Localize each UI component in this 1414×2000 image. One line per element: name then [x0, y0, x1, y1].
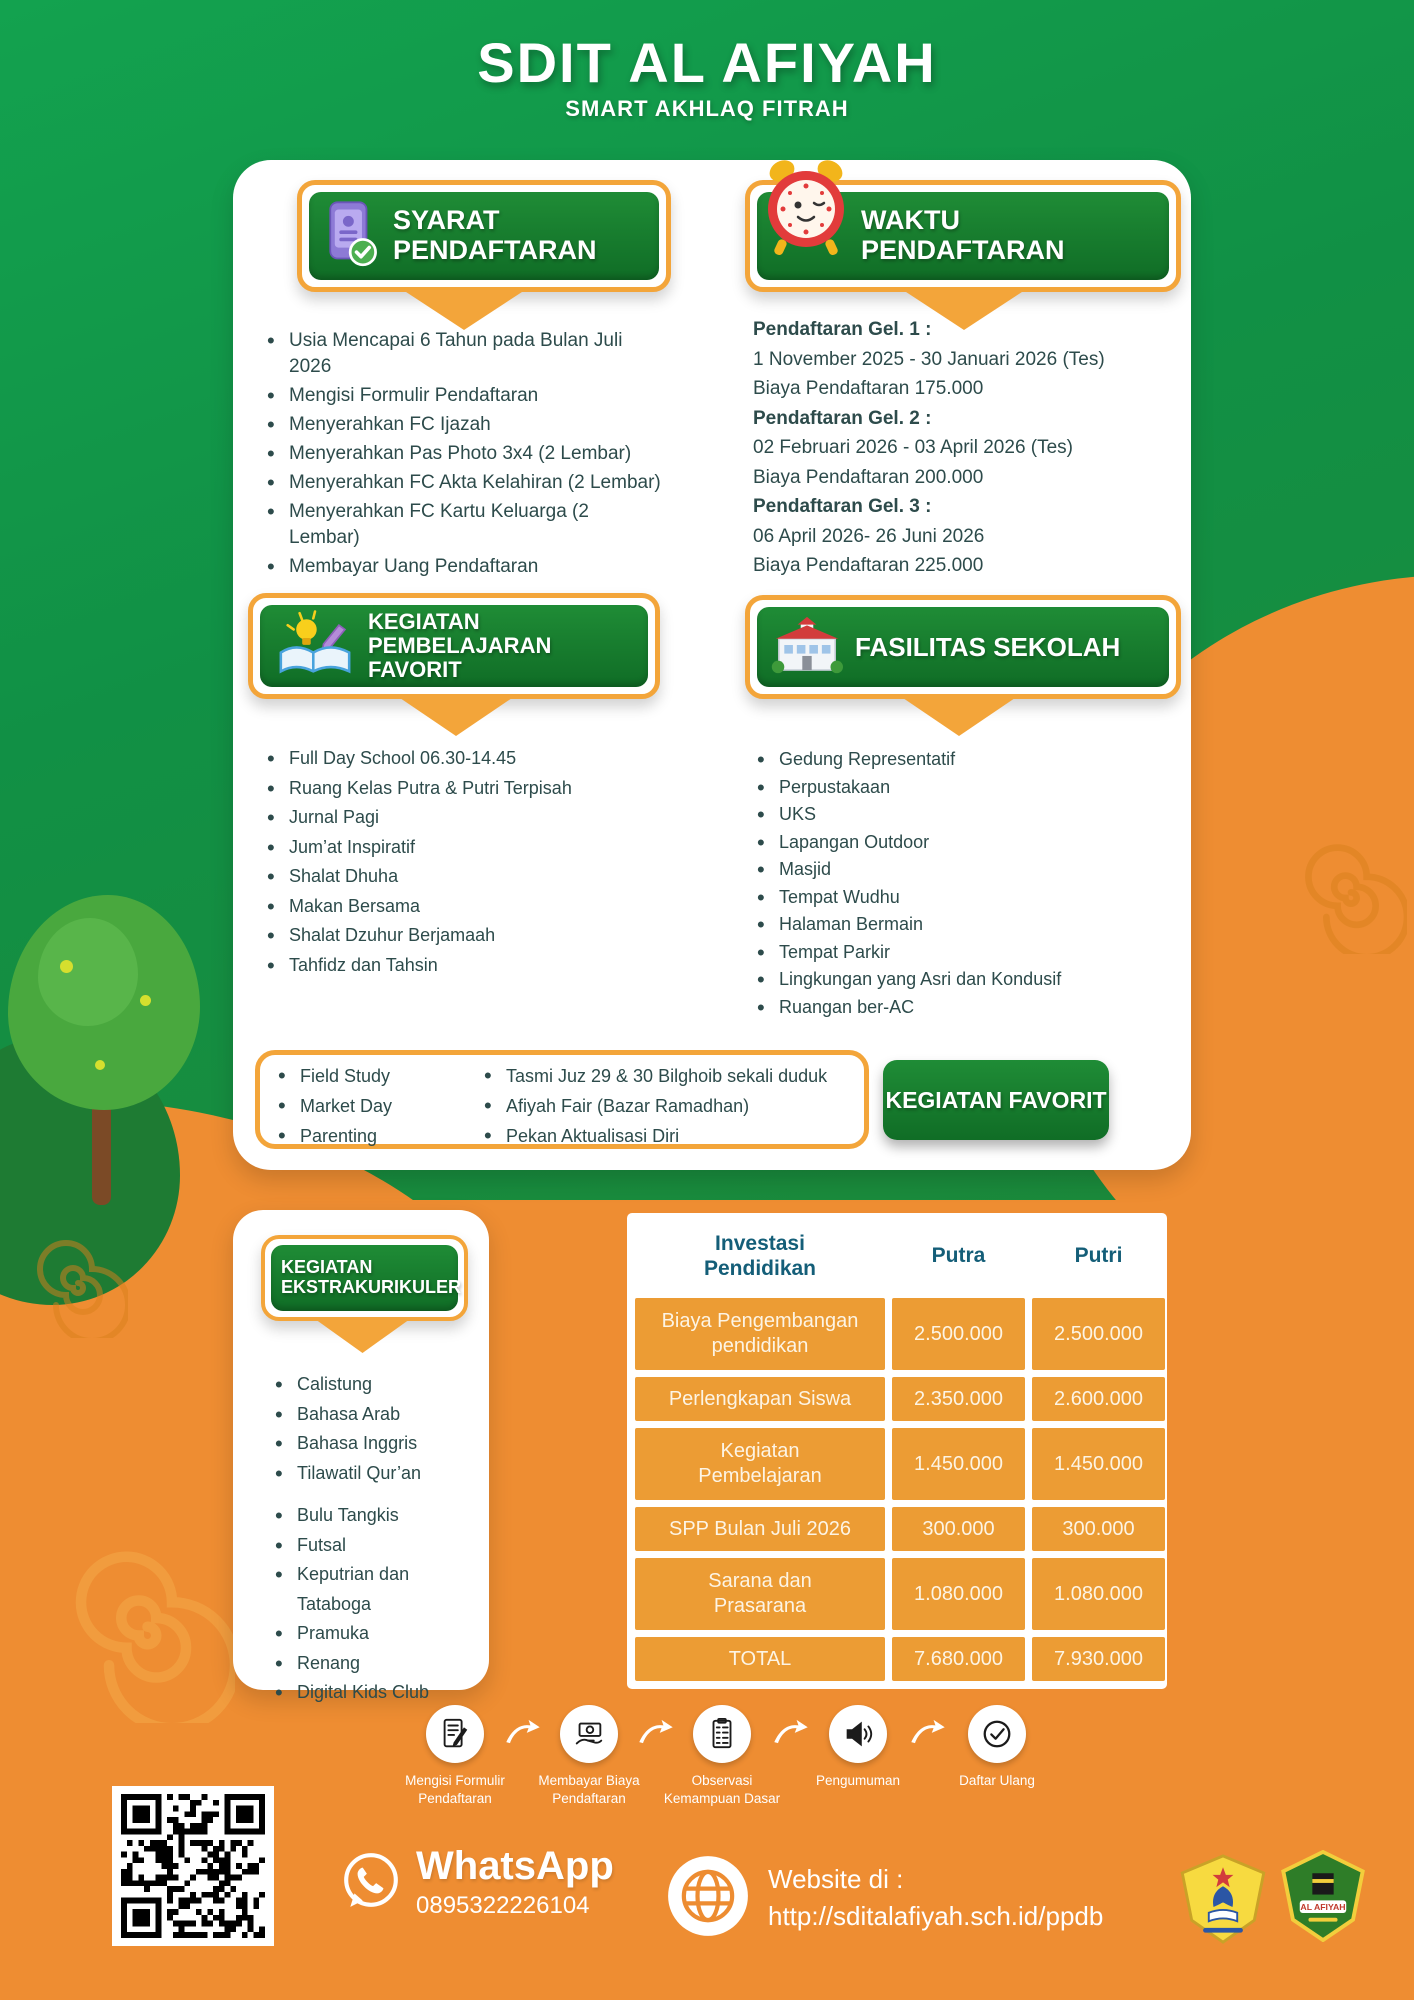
syarat-list	[265, 328, 663, 583]
favorit-item: • Pekan Aktualisasi Diri	[482, 1121, 862, 1151]
ekstrakurikuler-title-line1: KEGIATAN	[281, 1257, 373, 1278]
page-title: SDIT AL AFIYAH	[477, 31, 937, 94]
flow-step	[524, 1705, 654, 1808]
pembelajaran-item: • Ruang Kelas Putra & Putri Terpisah	[265, 774, 685, 804]
fasilitas-item: • Perpustakaan	[755, 774, 1175, 802]
table-row	[635, 1377, 1159, 1421]
syarat-item: • Menyerahkan FC Kartu Keluarga (2 Lembar)	[265, 499, 663, 551]
gelombang-fee: Biaya Pendaftaran 225.000	[753, 555, 984, 576]
pembelajaran-item: • Makan Bersama	[265, 892, 685, 922]
waktu-title-line1: WAKTU	[861, 205, 960, 236]
fasilitas-item: • Gedung Representatif	[755, 746, 1175, 774]
syarat-item: • Membayar Uang Pendaftaran	[265, 554, 663, 580]
check-circle-icon	[968, 1705, 1026, 1763]
table-header-row	[635, 1221, 1159, 1291]
ekstrakurikuler-item: • Keputrian dan Tataboga	[273, 1560, 483, 1619]
fasilitas-list	[755, 746, 1175, 1021]
money-hand-icon	[560, 1705, 618, 1763]
main-card	[233, 160, 1191, 1170]
spiral-doodle	[1295, 842, 1407, 954]
waktu-header-badge	[745, 180, 1181, 292]
syarat-item: • Menyerahkan FC Ijazah	[265, 412, 663, 438]
whatsapp-icon	[340, 1850, 402, 1917]
flow-step-label: Daftar Ulang	[959, 1773, 1035, 1788]
ekstrakurikuler-item: • Bahasa Inggris	[273, 1429, 483, 1459]
row-label: Perlengkapan Siswa	[635, 1377, 885, 1421]
ekstrakurikuler-item: • Bahasa Arab	[273, 1400, 483, 1430]
pembelajaran-list	[265, 744, 685, 980]
school-building-icon	[771, 614, 843, 681]
flow-step-label: Pengumuman	[815, 1773, 901, 1788]
pembelajaran-item: • Tahfidz dan Tahsin	[265, 951, 685, 981]
cell-putri: 1.080.000	[1032, 1558, 1165, 1630]
row-label: SPP Bulan Juli 2026	[635, 1507, 885, 1551]
fasilitas-item: • UKS	[755, 801, 1175, 829]
ekstrakurikuler-list	[273, 1370, 483, 1708]
row-label: TOTAL	[635, 1637, 885, 1681]
megaphone-icon	[829, 1705, 887, 1763]
pointer-triangle	[903, 698, 1015, 736]
book-lightbulb-icon	[274, 608, 356, 685]
pembelajaran-item: • Full Day School 06.30-14.45	[265, 744, 685, 774]
favorit-item: • Afiyah Fair (Bazar Ramadhan)	[482, 1091, 862, 1121]
flow-step-label: Mengisi Formulir Pendaftaran	[405, 1773, 505, 1807]
ekstrakurikuler-item: • Tilawatil Qur’an	[273, 1459, 483, 1489]
flow-step	[657, 1705, 787, 1808]
cell-putri: 1.450.000	[1032, 1428, 1165, 1500]
cell-putri: 2.600.000	[1032, 1377, 1165, 1421]
flow-step-label: Observasi Kemampuan Dasar	[663, 1773, 781, 1807]
ekstrakurikuler-card	[233, 1210, 489, 1702]
ekstrakurikuler-item: • Calistung	[273, 1370, 483, 1400]
gelombang-period: 06 April 2026- 26 Juni 2026	[753, 525, 985, 547]
alarm-clock-icon	[756, 155, 856, 264]
table-row	[635, 1298, 1159, 1370]
favorit-item: • Parenting	[276, 1121, 466, 1151]
ekstrakurikuler-item: • Bulu Tangkis	[273, 1501, 483, 1531]
fasilitas-item: • Tempat Wudhu	[755, 884, 1175, 912]
fasilitas-item: • Tempat Parkir	[755, 939, 1175, 967]
syarat-item: • Usia Mencapai 6 Tahun pada Bulan Juli 2026	[265, 328, 663, 380]
favorit-item: • Field Study	[276, 1061, 466, 1091]
cell-putri: 300.000	[1032, 1507, 1165, 1551]
gelombang-label: Pendaftaran Gel. 1 :	[753, 319, 932, 340]
cell-putra: 2.500.000	[892, 1298, 1025, 1370]
al-afiyah-logo	[1276, 1850, 1370, 1947]
checklist-icon	[693, 1705, 751, 1763]
row-label: Biaya Pengembangan pendidikan	[635, 1298, 885, 1370]
table-row-total	[635, 1637, 1159, 1681]
pembelajaran-item: • Shalat Dhuha	[265, 862, 685, 892]
pembelajaran-item: • Jum’at Inspiratif	[265, 833, 685, 863]
fasilitas-title: FASILITAS SEKOLAH	[855, 631, 1121, 662]
pembelajaran-title-line2: PEMBELAJARAN FAVORIT	[368, 632, 552, 683]
ekstrakurikuler-item: • Renang	[273, 1649, 483, 1679]
favorit-col2	[482, 1061, 862, 1151]
ekstrakurikuler-item: • Futsal	[273, 1531, 483, 1561]
gelombang-label: Pendaftaran Gel. 2 :	[753, 407, 932, 429]
globe-icon	[666, 1854, 750, 1943]
ekstrakurikuler-title-line2: EKSTRAKURIKULER	[281, 1277, 461, 1297]
whatsapp-label: WhatsApp	[416, 1844, 614, 1888]
pembelajaran-item: • Jurnal Pagi	[265, 803, 685, 833]
form-pencil-icon	[426, 1705, 484, 1763]
gelombang-label: Pendaftaran Gel. 3 :	[753, 496, 932, 517]
column-header: Putri	[1074, 1244, 1123, 1268]
pointer-triangle	[400, 698, 512, 736]
fasilitas-item: • Lingkungan yang Asri dan Kondusif	[755, 966, 1175, 994]
syarat-item: • Menyerahkan FC Akta Kelahiran (2 Lembar)	[265, 470, 663, 496]
column-header: Putra	[931, 1244, 986, 1268]
fasilitas-header-badge	[745, 595, 1181, 699]
table-row	[635, 1507, 1159, 1551]
cell-putra: 7.680.000	[892, 1637, 1025, 1681]
gelombang-period: 1 November 2025 - 30 Januari 2026 (Tes)	[753, 348, 1105, 370]
cell-putra: 300.000	[892, 1507, 1025, 1551]
cell-putra: 1.450.000	[892, 1428, 1025, 1500]
row-label: Kegiatan Pembelajaran	[635, 1428, 885, 1500]
gelombang-fee: Biaya Pendaftaran 200.000	[753, 466, 984, 488]
flow-step-label: Membayar Biaya Pendaftaran	[538, 1773, 640, 1807]
flow-step	[390, 1705, 520, 1808]
whatsapp-number[interactable]: 0895322226104	[416, 1892, 590, 1919]
pembelajaran-header-badge	[248, 593, 660, 699]
syarat-title-line1: SYARAT	[393, 205, 500, 236]
syarat-title-line2: PENDAFTARAN	[393, 235, 597, 265]
column-header: Investasi Pendidikan	[703, 1231, 817, 1280]
ekstrakurikuler-item: • Digital Kids Club	[273, 1678, 483, 1708]
table-row	[635, 1558, 1159, 1630]
ekstrakurikuler-header-badge	[261, 1235, 468, 1321]
ekstrakurikuler-item: • Pramuka	[273, 1619, 483, 1649]
website-contact[interactable]	[666, 1854, 1103, 1943]
kegiatan-favorit-box	[255, 1050, 869, 1149]
favorit-col1	[276, 1061, 466, 1151]
syarat-item: • Menyerahkan Pas Photo 3x4 (2 Lembar)	[265, 441, 663, 467]
logo-school-name: AL AFIYAH	[1300, 1902, 1346, 1913]
waktu-schedule	[753, 315, 1178, 581]
cell-putri: 2.500.000	[1032, 1298, 1165, 1370]
pembelajaran-item: • Shalat Dzuhur Berjamaah	[265, 921, 685, 951]
spiral-doodle	[60, 1548, 235, 1723]
favorit-item: • Market Day	[276, 1091, 466, 1121]
cell-putra: 2.350.000	[892, 1377, 1025, 1421]
pembelajaran-title-line1: KEGIATAN	[368, 608, 480, 634]
yayasan-logo	[1176, 1854, 1270, 1949]
website-url[interactable]: http://sditalafiyah.sch.id/ppdb	[768, 1900, 1104, 1931]
investment-table	[627, 1213, 1167, 1689]
gelombang-fee: Biaya Pendaftaran 175.000	[753, 378, 984, 399]
gelombang-period: 02 Februari 2026 - 03 April 2026 (Tes)	[753, 437, 1074, 458]
syarat-item: • Mengisi Formulir Pendaftaran	[265, 383, 663, 409]
pointer-triangle	[315, 1319, 410, 1353]
whatsapp-contact[interactable]	[340, 1846, 614, 1920]
pointer-triangle	[403, 290, 525, 330]
flow-step	[793, 1705, 923, 1790]
kegiatan-favorit-button[interactable]: KEGIATAN FAVORIT	[883, 1060, 1109, 1140]
row-label: Sarana dan Prasarana	[635, 1558, 885, 1630]
cell-putra: 1.080.000	[892, 1558, 1025, 1630]
fasilitas-item: • Ruangan ber-AC	[755, 994, 1175, 1022]
fasilitas-item: • Lapangan Outdoor	[755, 829, 1175, 857]
waktu-title-line2: PENDAFTARAN	[861, 235, 1065, 265]
table-row	[635, 1428, 1159, 1500]
website-label: Website di :	[768, 1864, 904, 1895]
flow-step	[932, 1705, 1062, 1790]
fasilitas-item: • Halaman Bermain	[755, 911, 1175, 939]
cell-putri: 7.930.000	[1032, 1637, 1165, 1681]
syarat-header-badge	[297, 180, 671, 292]
phone-check-icon	[323, 200, 381, 273]
spiral-doodle	[28, 1238, 128, 1338]
fasilitas-item: • Masjid	[755, 856, 1175, 884]
page-subtitle: SMART AKHLAQ FITRAH	[565, 96, 849, 121]
qr-code[interactable]	[112, 1786, 274, 1946]
favorit-item: • Tasmi Juz 29 & 30 Bilghoib sekali duduk	[482, 1061, 862, 1091]
